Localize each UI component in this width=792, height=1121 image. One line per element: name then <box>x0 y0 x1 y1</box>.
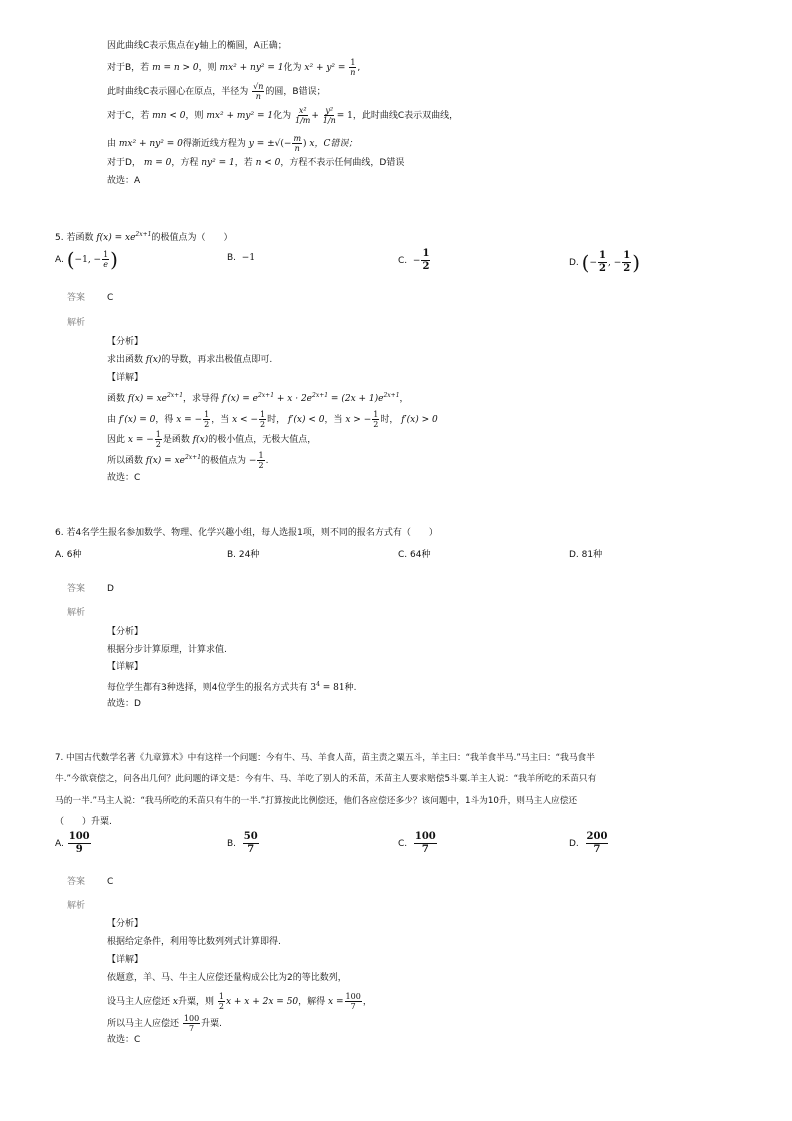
fraction: $\frac{1}{2}$ <box>204 410 210 429</box>
analysis-heading: 【分析】 <box>107 919 144 929</box>
fraction: $\frac{1}{2}$ <box>373 410 379 429</box>
question-stem-line-2: 牛.”今欲衰偿之，问各出几何？此问题的译文是：今有牛、马、羊吃了别人的禾苗，禾苗主人要求赔偿5斗粟.羊主人说：“我羊所吃的禾苗只有 <box>55 774 597 784</box>
option-c[interactable]: C. 64种 <box>398 550 431 560</box>
prev-line-2: 对于B，若 m = n > 0，则 mx² + ny² = 1化为 x² + y² = $\frac{1}{n}$ , <box>107 58 361 77</box>
question-stem-line-4: （ ）升粟. <box>55 817 112 827</box>
analysis-label: 解析 <box>67 608 86 618</box>
question-stem: 5. 若函数 $f(x) = xe^{2x+1}$的极值点为（ ） <box>55 231 233 243</box>
detail-heading: 【详解】 <box>107 662 144 672</box>
detail-line-3: 因此 x = − $\frac{1}{2}$ 是函数 f(x)的极小值点，无极大值点， <box>107 430 317 449</box>
detail-line-2: 由 f′(x) = 0，得 x = − $\frac{1}{2}$ ，当 x < − $\frac{1}{2}$ 时， f′(x) < 0，当 x > − $\frac{1}{2}$ 时， f′(x) > 0 <box>107 410 438 429</box>
answer-label: 答案 <box>67 584 86 594</box>
option-d[interactable]: D. 81种 <box>569 550 603 560</box>
fraction: $\frac{1}{2}$ <box>155 430 161 449</box>
option-a[interactable]: A. 6种 <box>55 550 82 560</box>
detail-line-4: 所以函数 $f(x) = xe^{2x+1}$的极值点为 − $\frac{1}{2}$ . <box>107 451 269 470</box>
option-b[interactable]: B. $\frac{50}{7}$ <box>227 831 258 855</box>
analysis-label: 解析 <box>67 318 86 328</box>
fraction: $\frac{1}{e}$ <box>103 250 109 269</box>
fraction: $\frac{1}{n}$ <box>350 58 356 77</box>
question-stem: 6. 若4名学生报名参加数学、物理、化学兴趣小组，每人选报1项，则不同的报名方式有（ ） <box>55 528 438 538</box>
detail-line-4: 故选：C <box>107 1035 141 1045</box>
detail-line-2: 故选：D <box>107 699 141 709</box>
detail-heading: 【详解】 <box>107 373 144 383</box>
analysis-text: 求出函数 f(x)的导数，再求出极值点即可. <box>107 355 273 365</box>
fraction: $\frac{100}{7}$ <box>414 831 436 855</box>
option-c[interactable]: C. − $\frac{1}{2}$ <box>398 248 430 272</box>
prev-line-1: 因此曲线C表示焦点在y轴上的椭圆，A正确； <box>107 41 287 51</box>
detail-line-2: 设马主人应偿还 x升粟，则 $\frac{1}{2}$ x + x + 2x = 50，解得 x = $\frac{100}{7}$ ， <box>107 992 372 1011</box>
question-stem-line-1: 7. 中国古代数学名著《九章算术》中有这样一个问题：今有牛、马、羊食人苗，苗主责之粟五斗，羊主曰：“我羊食半马.”马主曰：“我马食半 <box>55 753 595 763</box>
analysis-label: 解析 <box>67 901 86 911</box>
answer-label: 答案 <box>67 293 86 303</box>
option-b[interactable]: B. −1 <box>227 253 256 263</box>
fraction: $\frac{50}{7}$ <box>243 831 258 855</box>
analysis-text: 根据分步计算原理，计算求值. <box>107 645 227 655</box>
prev-line-7: 故选：A <box>107 176 141 186</box>
fraction: $\frac{1}{2}$ <box>260 410 266 429</box>
fraction: $\frac{1}{2}$ <box>422 248 430 272</box>
answer-value: D <box>107 584 114 594</box>
answer-value: C <box>107 877 114 887</box>
fraction: $\frac{√n}{n}$ <box>253 82 264 101</box>
option-c[interactable]: C. $\frac{100}{7}$ <box>398 831 436 855</box>
answer-label: 答案 <box>67 877 86 887</box>
detail-line-1: 函数 $f(x) = xe^{2x+1}$，求导得 $f'(x) = e^{2x+1} + x \cdot 2e^{2x+1} = (2x + 1)e^{2x+1}$， <box>107 392 409 404</box>
fraction: $\frac{m}{n}$ <box>293 134 302 153</box>
fraction: $\frac{100}{7}$ <box>183 1014 200 1033</box>
detail-line-5: 故选：C <box>107 473 141 483</box>
fraction: $\frac{1}{2}$ <box>218 992 224 1011</box>
prev-line-4: 对于C，若 mn < 0，则 mx² + my² = 1化为 $\frac{\text{x²}}{1/m}$ + $\frac{\text{y²}}{1/n}$ = 1，此时曲线C表示双曲线， <box>107 106 459 125</box>
prev-line-3: 此时曲线C表示圆心在原点，半径为 $\frac{√n}{n}$ 的圆，B错误； <box>107 82 326 101</box>
prev-line-6: 对于D， m = 0，方程 ny² = 1，若 n < 0，方程不表示任何曲线，D错误 <box>107 158 405 168</box>
option-a[interactable]: A. $\frac{100}{9}$ <box>55 831 90 855</box>
detail-heading: 【详解】 <box>107 955 144 965</box>
fraction: $\frac{1}{2}$ <box>623 250 631 274</box>
option-b[interactable]: B. 24种 <box>227 550 260 560</box>
fraction: $\frac{100}{9}$ <box>68 831 90 855</box>
analysis-text: 根据给定条件，利用等比数列列式计算即得. <box>107 937 281 947</box>
detail-line-3: 所以马主人应偿还 $\frac{100}{7}$ 升粟. <box>107 1014 223 1033</box>
analysis-heading: 【分析】 <box>107 627 144 637</box>
answer-value: C <box>107 293 114 303</box>
fraction: $\frac{1}{2}$ <box>258 451 264 470</box>
question-stem-line-3: 马的一半.”马主人说：“我马所吃的禾苗只有牛的一半.”打算按此比例偿还，他们各应偿还多少？该问题中，1斗为10升，则马主人应偿还 <box>55 796 578 806</box>
detail-line-1: 依题意，羊、马、牛主人应偿还量构成公比为2的等比数列， <box>107 973 347 983</box>
detail-line-1: 每位学生都有3种选择，则4位学生的报名方式共有 $3^4 = 81$种. <box>107 681 357 693</box>
option-d[interactable]: D. (− $\frac{1}{2}$ , − $\frac{1}{2}$ ) <box>569 250 641 275</box>
fraction: $\frac{1}{2}$ <box>599 250 606 274</box>
fraction: $\frac{\text{x²}}{1/m}$ <box>294 106 311 125</box>
prev-line-5: 由 mx² + ny² = 0得渐近线方程为 y = ±√(− $\frac{m}{n}$ ) x，C错误； <box>107 134 358 153</box>
fraction: $\frac{\text{y²}}{1/n}$ <box>322 106 336 125</box>
fraction: $\frac{100}{7}$ <box>345 992 361 1011</box>
option-d[interactable]: D. $\frac{200}{7}$ <box>569 831 608 855</box>
option-a[interactable]: A. (−1, − $\frac{1}{e}$ ) <box>55 247 118 272</box>
fraction: $\frac{200}{7}$ <box>586 831 608 855</box>
analysis-heading: 【分析】 <box>107 337 144 347</box>
